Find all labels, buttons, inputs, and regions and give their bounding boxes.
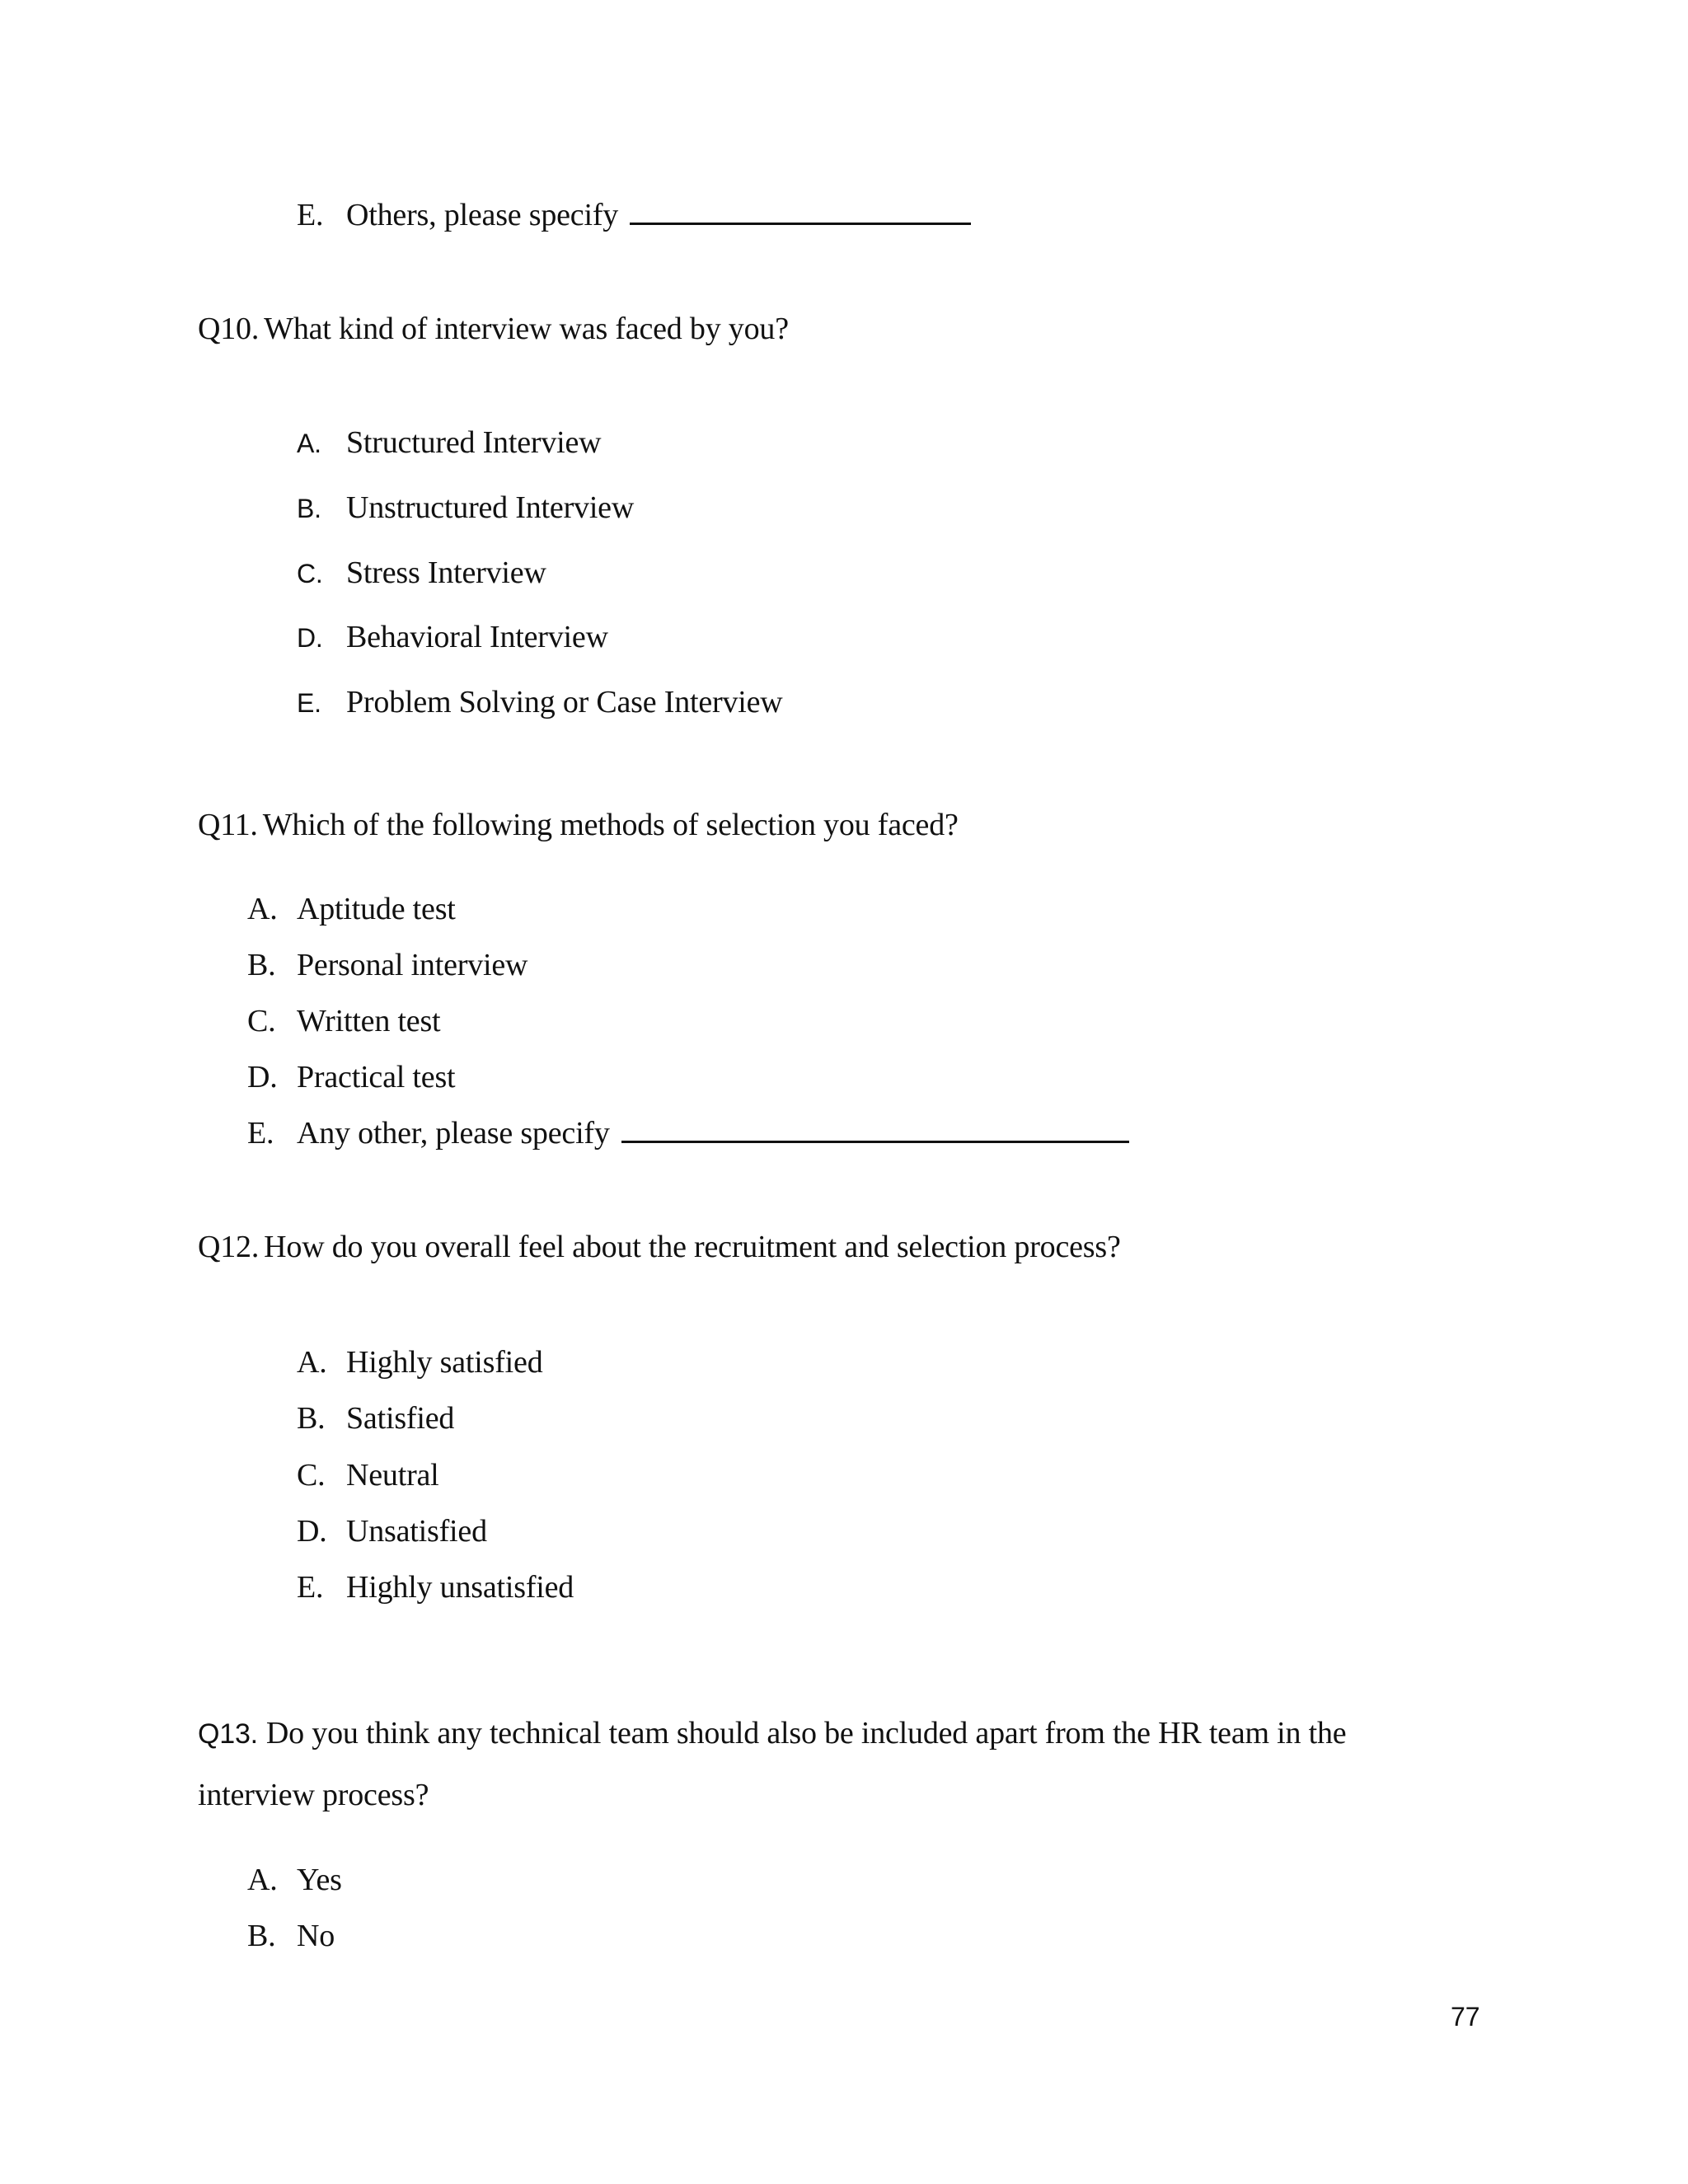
option-text: Structured Interview: [346, 425, 602, 460]
option-text: Unstructured Interview: [346, 490, 635, 525]
fill-in-blank-line[interactable]: [621, 1114, 1129, 1143]
option-text: Yes: [297, 1863, 342, 1897]
option-letter: E.: [297, 1570, 324, 1605]
option-text: Personal interview: [297, 948, 528, 982]
q9-option-e: [297, 196, 971, 234]
q11-option-d[interactable]: [247, 1058, 455, 1096]
question-number: Q13.: [198, 1718, 258, 1750]
option-text: Highly unsatisfied: [346, 1570, 574, 1605]
option-letter: A.: [297, 1345, 327, 1380]
q11-option-b[interactable]: [247, 946, 528, 984]
q12-option-d[interactable]: [297, 1512, 487, 1550]
question-text: interview process?: [198, 1778, 429, 1812]
option-letter: D.: [297, 623, 323, 653]
q11-option-c[interactable]: [247, 1002, 440, 1040]
q13-option-a[interactable]: [247, 1861, 342, 1899]
question-number: Q11.: [198, 808, 258, 842]
option-text: Highly satisfied: [346, 1345, 543, 1380]
option-text: Stress Interview: [346, 555, 546, 590]
option-letter: E.: [297, 198, 324, 232]
question-q13-continued: [198, 1776, 429, 1814]
q13-option-b[interactable]: [247, 1917, 335, 1955]
option-letter: B.: [247, 948, 276, 982]
question-q12: [198, 1228, 1121, 1266]
option-letter: A.: [247, 892, 278, 926]
q12-option-c[interactable]: [297, 1456, 439, 1494]
option-letter: A.: [297, 429, 321, 458]
option-text: Unsatisfied: [346, 1514, 487, 1549]
fill-in-blank-line[interactable]: [630, 196, 971, 225]
question-text: Do you think any technical team should also be included apart from the HR team in the: [265, 1716, 1347, 1750]
option-letter: C.: [297, 559, 323, 588]
option-letter: C.: [247, 1004, 276, 1038]
q11-option-e[interactable]: [247, 1114, 1129, 1152]
option-letter: D.: [297, 1514, 327, 1549]
q11-option-a[interactable]: [247, 890, 456, 928]
question-number: Q10.: [198, 312, 260, 346]
question-q11: [198, 806, 959, 844]
q10-option-b[interactable]: [297, 489, 634, 527]
question-text: How do you overall feel about the recruitment and selection process?: [264, 1230, 1121, 1264]
q10-option-c[interactable]: [297, 554, 546, 593]
option-text: Problem Solving or Case Interview: [346, 685, 783, 719]
q10-option-a[interactable]: [297, 424, 601, 462]
question-text: What kind of interview was faced by you?: [264, 312, 789, 346]
option-letter: E.: [247, 1116, 274, 1151]
option-text: Practical test: [297, 1060, 456, 1094]
q12-option-a[interactable]: [297, 1343, 543, 1381]
option-letter: B.: [247, 1919, 276, 1953]
q10-option-d[interactable]: [297, 618, 608, 657]
question-q13: [198, 1714, 1346, 1753]
option-letter: D.: [247, 1060, 278, 1094]
option-text: Others, please specify: [346, 198, 619, 232]
option-text: Satisfied: [346, 1401, 455, 1436]
question-text: Which of the following methods of selection you faced?: [262, 808, 959, 842]
q12-option-e[interactable]: [297, 1568, 574, 1606]
option-text: Aptitude test: [297, 892, 456, 926]
option-letter: B.: [297, 494, 321, 523]
page-number: 77: [1451, 2002, 1480, 2032]
question-number: Q12.: [198, 1230, 260, 1264]
q12-option-b[interactable]: [297, 1399, 454, 1437]
option-letter: A.: [247, 1863, 278, 1897]
option-text: Behavioral Interview: [346, 620, 608, 654]
option-text: Any other, please specify: [297, 1116, 610, 1151]
q10-option-e[interactable]: [297, 683, 783, 722]
option-text: No: [297, 1919, 335, 1953]
question-q10: [198, 310, 789, 348]
option-text: Written test: [297, 1004, 441, 1038]
option-letter: B.: [297, 1401, 326, 1436]
option-letter: C.: [297, 1458, 326, 1493]
option-text: Neutral: [346, 1458, 439, 1493]
option-letter: E.: [297, 688, 321, 718]
